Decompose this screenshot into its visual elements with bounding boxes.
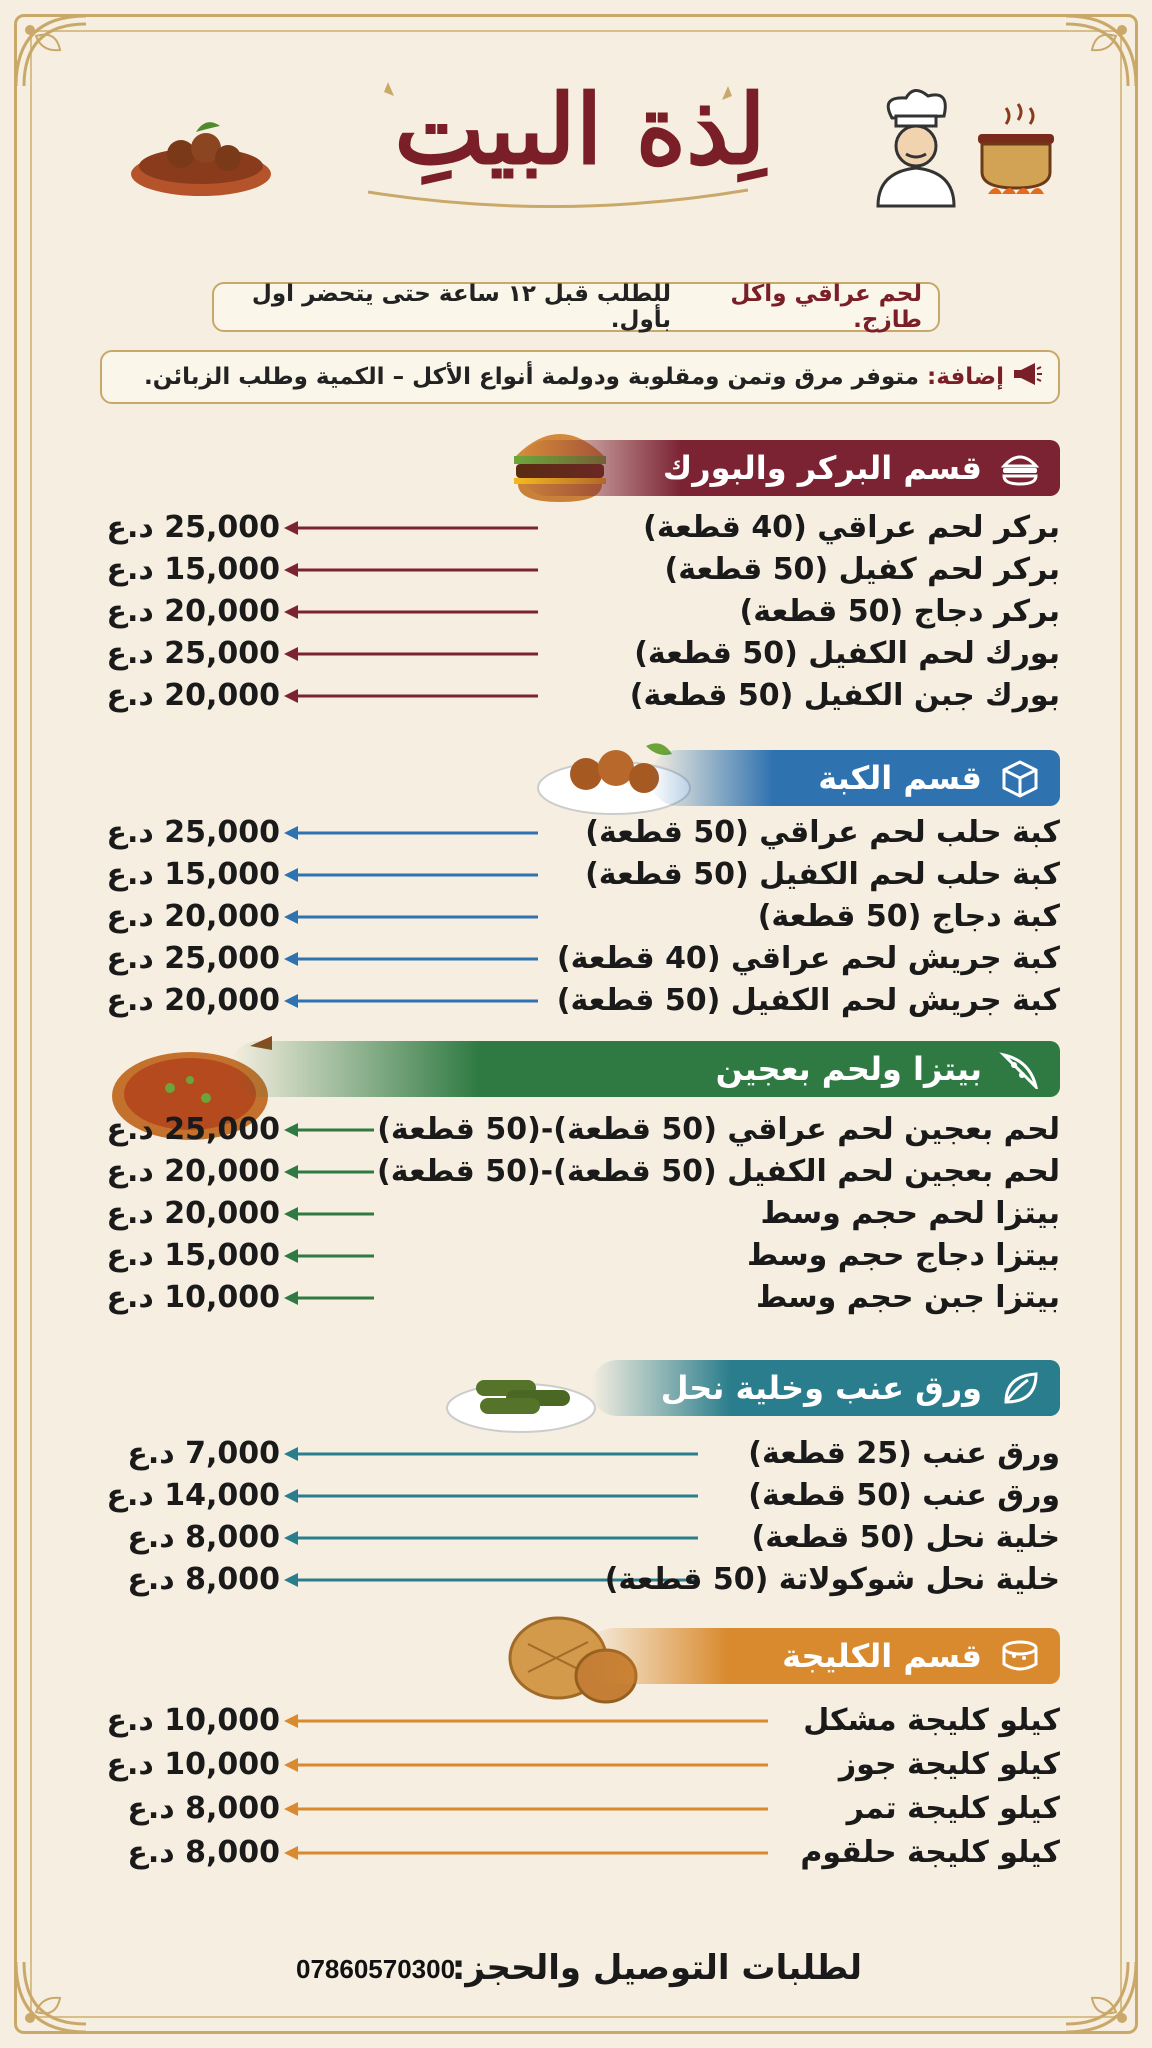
menu-item-price: 25,000 د.ع	[106, 941, 280, 976]
menu-item-name: كيلو كليجة تمر	[846, 1791, 1060, 1826]
menu-item-price: 25,000 د.ع	[106, 815, 280, 850]
burger-icon	[998, 448, 1042, 488]
menu-item-price: 10,000 د.ع	[106, 1280, 280, 1315]
freshness-note	[212, 282, 940, 332]
arrow-left-icon	[284, 604, 538, 620]
section-title: بيتزا ولحم بعجين	[715, 1050, 982, 1088]
menu-item-row	[70, 1747, 1060, 1783]
section-banner	[590, 1360, 1060, 1416]
menu-item-name: بيتزا لحم حجم وسط	[760, 1196, 1060, 1231]
cooking-pot-icon	[968, 98, 1064, 202]
menu-item-row	[70, 1238, 1060, 1274]
menu-item-row	[70, 1196, 1060, 1232]
menu-item-price: 14,000 د.ع	[106, 1478, 280, 1513]
menu-item-price: 15,000 د.ع	[106, 857, 280, 892]
menu-item-row	[70, 1703, 1060, 1739]
contact-phone[interactable]: 07860570300	[296, 1954, 456, 1984]
arrow-left-icon	[284, 1248, 374, 1264]
menu-item-price: 8,000 د.ع	[127, 1835, 280, 1870]
contact-label: لطلبات التوصيل والحجز:	[451, 1948, 862, 1988]
menu-item-row	[70, 1436, 1060, 1472]
arrow-left-icon	[284, 1164, 374, 1180]
freshness-note-text: للطلب قبل ١٢ ساعة حتى يتحضر اول بأول.	[251, 281, 672, 333]
menu-item-row	[70, 983, 1060, 1019]
menu-item-name: بورك جبن الكفيل (50 قطعة)	[629, 678, 1060, 713]
arrow-left-icon	[284, 1530, 698, 1546]
menu-item-name: لحم بعجين لحم عراقي (50 قطعة)-(50 قطعة)	[377, 1112, 1060, 1147]
menu-item-price: 15,000 د.ع	[106, 552, 280, 587]
menu-item-name: كبة جريش لحم عراقي (40 قطعة)	[556, 941, 1060, 976]
arrow-left-icon	[284, 1290, 374, 1306]
arrow-left-icon	[284, 1801, 768, 1817]
menu-item-row	[70, 552, 1060, 588]
section-banner	[520, 440, 1060, 496]
page-title: لِذة البيتِ	[394, 73, 766, 186]
arrow-left-icon	[284, 951, 538, 967]
extras-note-highlight: إضافة:	[927, 364, 1004, 390]
arrow-left-icon	[284, 1713, 768, 1729]
arrow-left-icon	[284, 867, 538, 883]
menu-item-price: 8,000 د.ع	[127, 1562, 280, 1597]
pizza-slice-icon	[998, 1049, 1042, 1089]
menu-item-row	[70, 815, 1060, 851]
extras-note-text: متوفر مرق وتمن ومقلوبة ودولمة أنواع الأكل – الكمية وطلب الزبائن.	[144, 364, 920, 390]
menu-item-name: بركر لحم عراقي (40 قطعة)	[643, 510, 1060, 545]
menu-item-row	[70, 857, 1060, 893]
arrow-left-icon	[284, 1757, 768, 1773]
kubba-plate-icon	[126, 104, 276, 204]
menu-item-row	[70, 1478, 1060, 1514]
menu-item-row	[70, 941, 1060, 977]
menu-item-price: 20,000 د.ع	[106, 594, 280, 629]
menu-item-row	[70, 1280, 1060, 1316]
section-title: قسم الكليجة	[782, 1637, 982, 1675]
corner-ornament-icon	[1054, 1950, 1146, 2042]
section-banner	[650, 750, 1060, 806]
menu-item-row	[70, 636, 1060, 672]
menu-item-name: بركر لحم كفيل (50 قطعة)	[664, 552, 1060, 587]
menu-item-row	[70, 899, 1060, 935]
menu-item-name: كيلو كليجة مشكل	[803, 1703, 1060, 1738]
menu-item-price: 20,000 د.ع	[106, 678, 280, 713]
menu-item-row	[70, 1562, 1060, 1598]
menu-item-row	[70, 678, 1060, 714]
menu-item-price: 25,000 د.ع	[106, 636, 280, 671]
section-title: ورق عنب وخلية نحل	[660, 1369, 982, 1407]
corner-ornament-icon	[1054, 6, 1146, 98]
arrow-left-icon	[284, 1488, 698, 1504]
menu-item-price: 20,000 د.ع	[106, 1154, 280, 1189]
dolma-image-icon	[446, 1352, 596, 1434]
chef-icon	[870, 88, 962, 208]
menu-item-price: 7,000 د.ع	[127, 1436, 280, 1471]
menu-item-row	[70, 1112, 1060, 1148]
menu-item-price: 20,000 د.ع	[106, 899, 280, 934]
extras-note	[100, 350, 1060, 404]
menu-item-name: بورك لحم الكفيل (50 قطعة)	[634, 636, 1060, 671]
arrow-left-icon	[284, 1845, 768, 1861]
menu-item-row	[70, 1791, 1060, 1827]
corner-ornament-icon	[6, 6, 98, 98]
menu-item-name: بيتزا دجاج حجم وسط	[747, 1238, 1060, 1273]
arrow-left-icon	[284, 562, 538, 578]
arrow-left-icon	[284, 1206, 374, 1222]
freshness-note-highlight: لحم عراقي واكل طازج.	[730, 281, 922, 333]
menu-item-row	[70, 1520, 1060, 1556]
menu-item-price: 20,000 د.ع	[106, 983, 280, 1018]
menu-item-price: 20,000 د.ع	[106, 1196, 280, 1231]
menu-item-name: لحم بعجين لحم الكفيل (50 قطعة)-(50 قطعة)	[377, 1154, 1060, 1189]
menu-item-name: خلية نحل شوكولاتة (50 قطعة)	[604, 1562, 1060, 1597]
menu-item-name: بيتزا جبن حجم وسط	[756, 1280, 1060, 1315]
menu-item-price: 10,000 د.ع	[106, 1747, 280, 1782]
megaphone-icon	[1012, 361, 1042, 393]
arrow-left-icon	[284, 825, 538, 841]
menu-item-row	[70, 1154, 1060, 1190]
arrow-left-icon	[284, 1446, 698, 1462]
menu-item-name: ورق عنب (50 قطعة)	[748, 1478, 1060, 1513]
section-banner	[586, 1628, 1060, 1684]
arrow-left-icon	[284, 909, 538, 925]
menu-item-row	[70, 594, 1060, 630]
menu-item-name: كبة حلب لحم عراقي (50 قطعة)	[585, 815, 1060, 850]
menu-item-name: خلية نحل (50 قطعة)	[751, 1520, 1060, 1555]
section-banner	[230, 1041, 1060, 1097]
arrow-left-icon	[284, 1122, 374, 1138]
leaf-icon	[998, 1368, 1042, 1408]
menu-item-price: 15,000 د.ع	[106, 1238, 280, 1273]
menu-item-price: 8,000 د.ع	[127, 1791, 280, 1826]
menu-item-name: كيلو كليجة جوز	[838, 1747, 1060, 1782]
section-title: قسم الكبة	[818, 759, 982, 797]
menu-item-name: كبة دجاج (50 قطعة)	[757, 899, 1060, 934]
cake-icon	[998, 1636, 1042, 1676]
box-icon	[998, 758, 1042, 798]
arrow-left-icon	[284, 646, 538, 662]
arrow-left-icon	[284, 520, 538, 536]
arrow-left-icon	[284, 993, 538, 1009]
menu-item-row	[70, 510, 1060, 546]
menu-item-name: كيلو كليجة حلقوم	[800, 1835, 1060, 1870]
menu-item-name: ورق عنب (25 قطعة)	[748, 1436, 1060, 1471]
arrow-left-icon	[284, 688, 538, 704]
menu-item-price: 10,000 د.ع	[106, 1703, 280, 1738]
menu-item-row	[70, 1835, 1060, 1871]
corner-ornament-icon	[6, 1950, 98, 2042]
menu-item-name: كبة جريش لحم الكفيل (50 قطعة)	[556, 983, 1060, 1018]
menu-item-price: 8,000 د.ع	[127, 1520, 280, 1555]
menu-item-name: بركر دجاج (50 قطعة)	[739, 594, 1060, 629]
section-title: قسم البركر والبورك	[662, 449, 982, 487]
menu-item-name: كبة حلب لحم الكفيل (50 قطعة)	[585, 857, 1060, 892]
menu-item-price: 25,000 د.ع	[106, 1112, 280, 1147]
menu-item-price: 25,000 د.ع	[106, 510, 280, 545]
